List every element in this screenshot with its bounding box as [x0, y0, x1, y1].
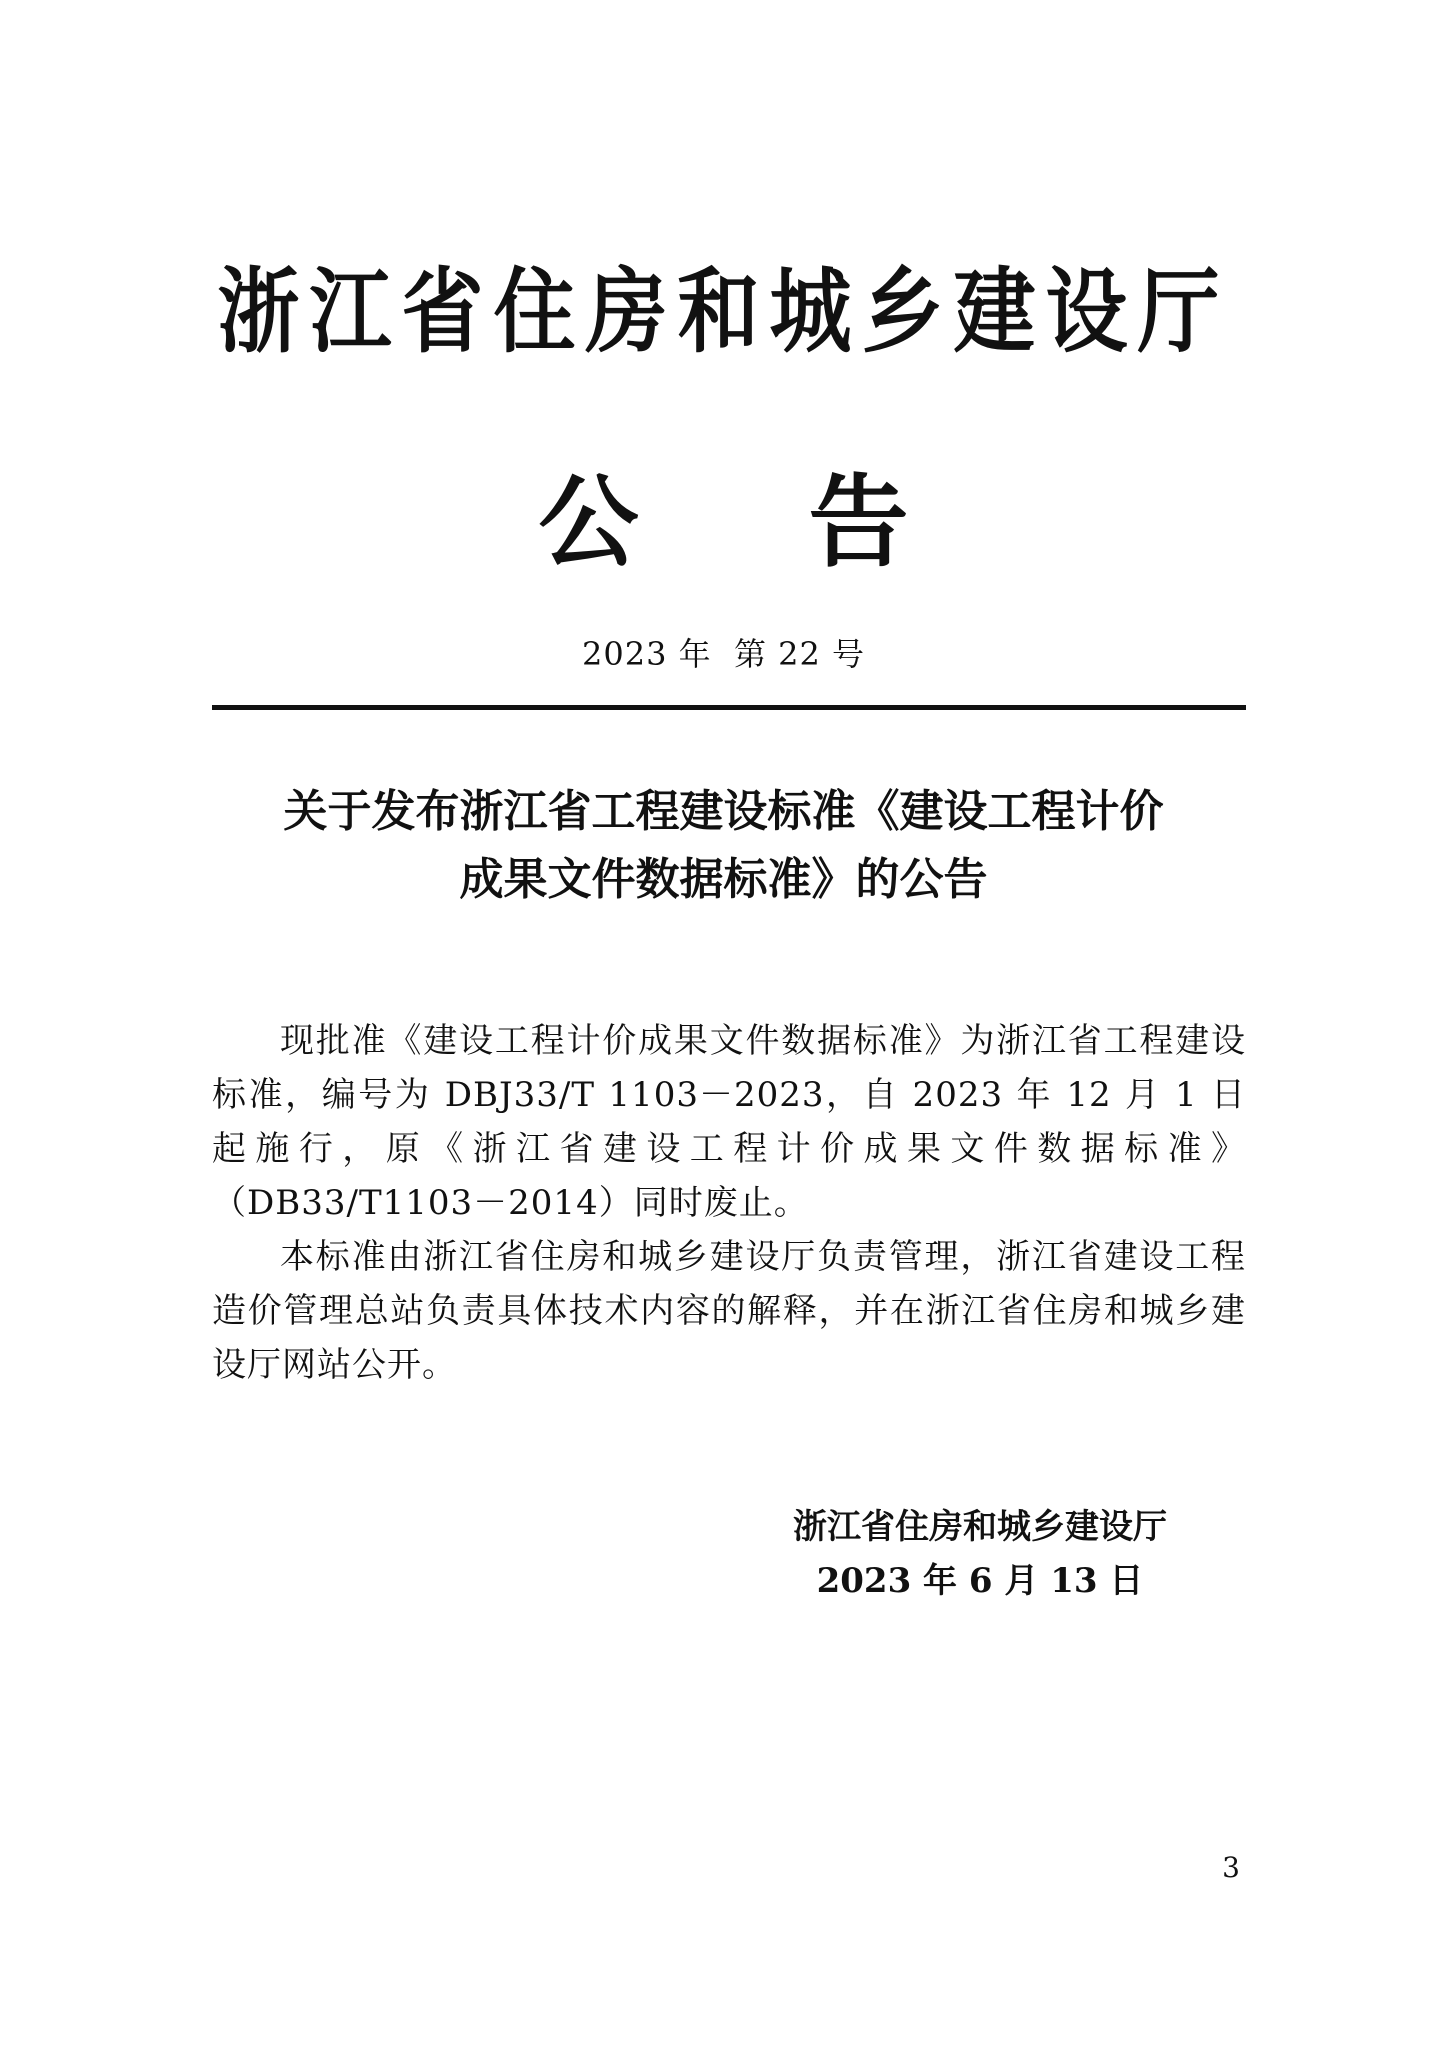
document-title — [200, 778, 1247, 914]
notice-char-1: 公 — [538, 463, 639, 581]
document-body — [212, 1014, 1246, 1392]
body-paragraph-1: 现批准《建设工程计价成果文件数据标准》为浙江省工程建设标准，编号为 DBJ33/T 1103－2023，自 2023 年 12 月 1 日起施行，原《浙江省建设工程计价成果文件数据标准》（DB33/T1103－2014）同时废止。 — [212, 1021, 1246, 1223]
body-paragraph-2: 本标准由浙江省住房和城乡建设厅负责管理，浙江省建设工程造价管理总站负责具体技术内容的解释，并在浙江省住房和城乡建设厅网站公开。 — [212, 1237, 1246, 1385]
document-number: 2023 年 第 22 号 — [581, 635, 866, 673]
title-line-1: 关于发布浙江省工程建设标准《建设工程计价 — [283, 786, 1164, 837]
notice-heading — [0, 462, 1447, 582]
notice-char-2: 告 — [808, 463, 909, 581]
header-divider — [212, 705, 1246, 710]
agency-header: 浙江省住房和城乡建设厅 — [217, 258, 1230, 366]
signature-date: 2023 年 6 月 13 日 — [816, 1561, 1144, 1601]
title-line-2: 成果文件数据标准》的公告 — [459, 854, 988, 905]
signature-block — [700, 1500, 1260, 1608]
page-number: 3 — [1222, 1851, 1240, 1884]
signature-organization: 浙江省住房和城乡建设厅 — [793, 1507, 1167, 1547]
